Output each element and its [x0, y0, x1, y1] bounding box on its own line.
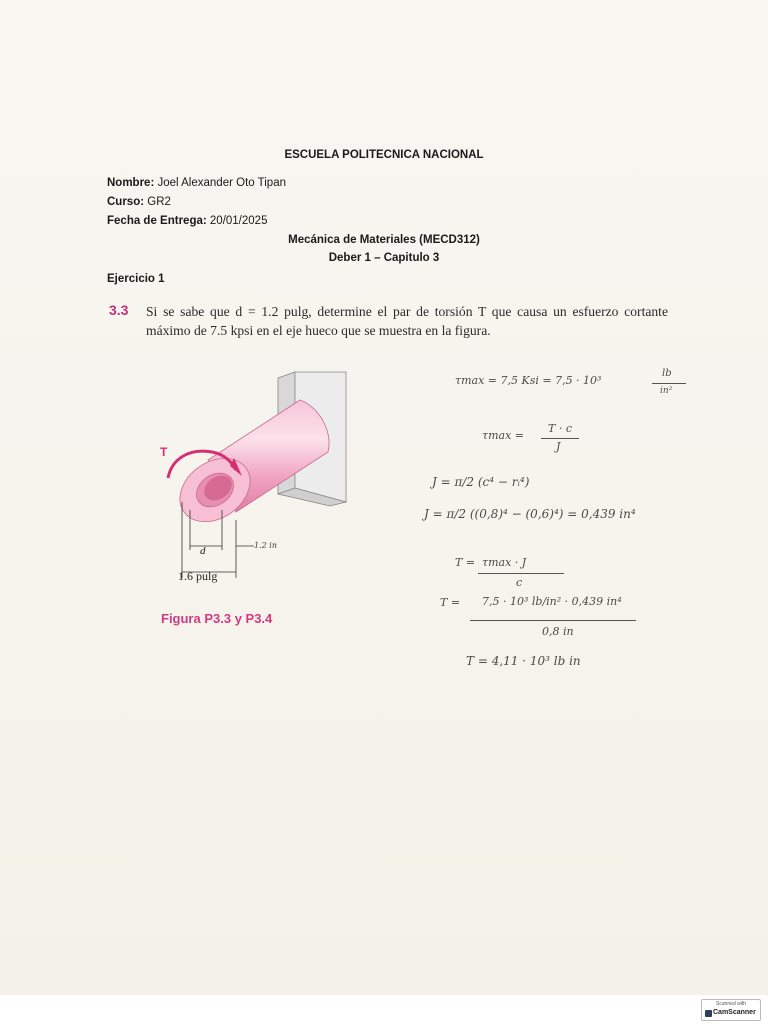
camscanner-icon: [705, 1010, 712, 1017]
solution-result: T = 4,11 · 10³ lb in: [466, 654, 581, 668]
problem-statement: Si se sabe que d = 1.2 pulg, determine el par de torsión T que causa un esfuerzo cortante máximo de 7.5 kpsi en el eje hueco que se muestra en la figura.: [146, 304, 668, 338]
fraction-bar-2: [541, 438, 579, 439]
fraction-bar-4: [470, 620, 636, 621]
course-line: [107, 196, 171, 208]
solution-line-6-num: 7,5 · 10³ lb/in² · 0,439 in⁴: [482, 595, 622, 608]
subject-title: Mecánica de Materiales (MECD312): [288, 234, 480, 246]
date-line: [107, 215, 267, 227]
exercise-heading: Ejercicio 1: [107, 273, 165, 285]
solution-line-1-unit-num: lb: [662, 368, 672, 379]
name-label: Nombre:: [107, 177, 155, 189]
solution-line-2-num: T · c: [548, 422, 572, 435]
solution-line-1-unit-den: in²: [660, 386, 673, 396]
name-value: Joel Alexander Oto Tipan: [157, 177, 286, 189]
outer-diameter-label: 1.6 pulg: [178, 569, 218, 583]
camscanner-badge: [701, 999, 761, 1021]
torque-label: T: [160, 445, 168, 459]
scanned-with-text: Scanned with: [715, 1001, 747, 1007]
school-title: ESCUELA POLITECNICA NACIONAL: [284, 149, 484, 161]
solution-line-4: J = π/2 ((0,8)⁴ − (0,6)⁴) = 0,439 in⁴: [424, 507, 636, 521]
hollow-shaft: [168, 400, 329, 535]
figure-caption: Figura P3.3 y P3.4: [161, 611, 273, 626]
solution-line-5-left: T =: [455, 556, 476, 569]
date-value: 20/01/2025: [209, 215, 268, 227]
course-label: Curso:: [107, 196, 145, 208]
solution-line-5-num: τmax · J: [482, 556, 527, 569]
inner-diameter-label: d: [200, 545, 206, 557]
name-line: [107, 177, 286, 189]
fraction-bar-3: [478, 573, 564, 574]
solution-line-5-den: c: [516, 576, 523, 589]
assignment-title: Deber 1 – Capitulo 3: [328, 252, 440, 264]
solution-line-6-den: 0,8 in: [542, 625, 574, 638]
problem-number: 3.3: [109, 302, 129, 318]
date-label: Fecha de Entrega:: [107, 215, 207, 227]
solution-line-2-den: J: [556, 440, 561, 453]
hollow-shaft-figure: [150, 370, 380, 600]
camscanner-name: CamScanner: [713, 1009, 756, 1016]
solution-line-6-left: T =: [440, 596, 461, 609]
course-value: GR2: [147, 196, 171, 208]
solution-line-2-left: τmax =: [482, 429, 524, 442]
mid-dimension-label: 1.2 in: [254, 541, 277, 550]
scan-footer-strip: [0, 995, 768, 1024]
fraction-bar-1: [652, 383, 686, 384]
solution-line-1: τmax = 7,5 Ksi = 7,5 · 10³: [455, 374, 602, 387]
solution-line-3: J = π/2 (c⁴ − rᵢ⁴): [432, 475, 530, 489]
